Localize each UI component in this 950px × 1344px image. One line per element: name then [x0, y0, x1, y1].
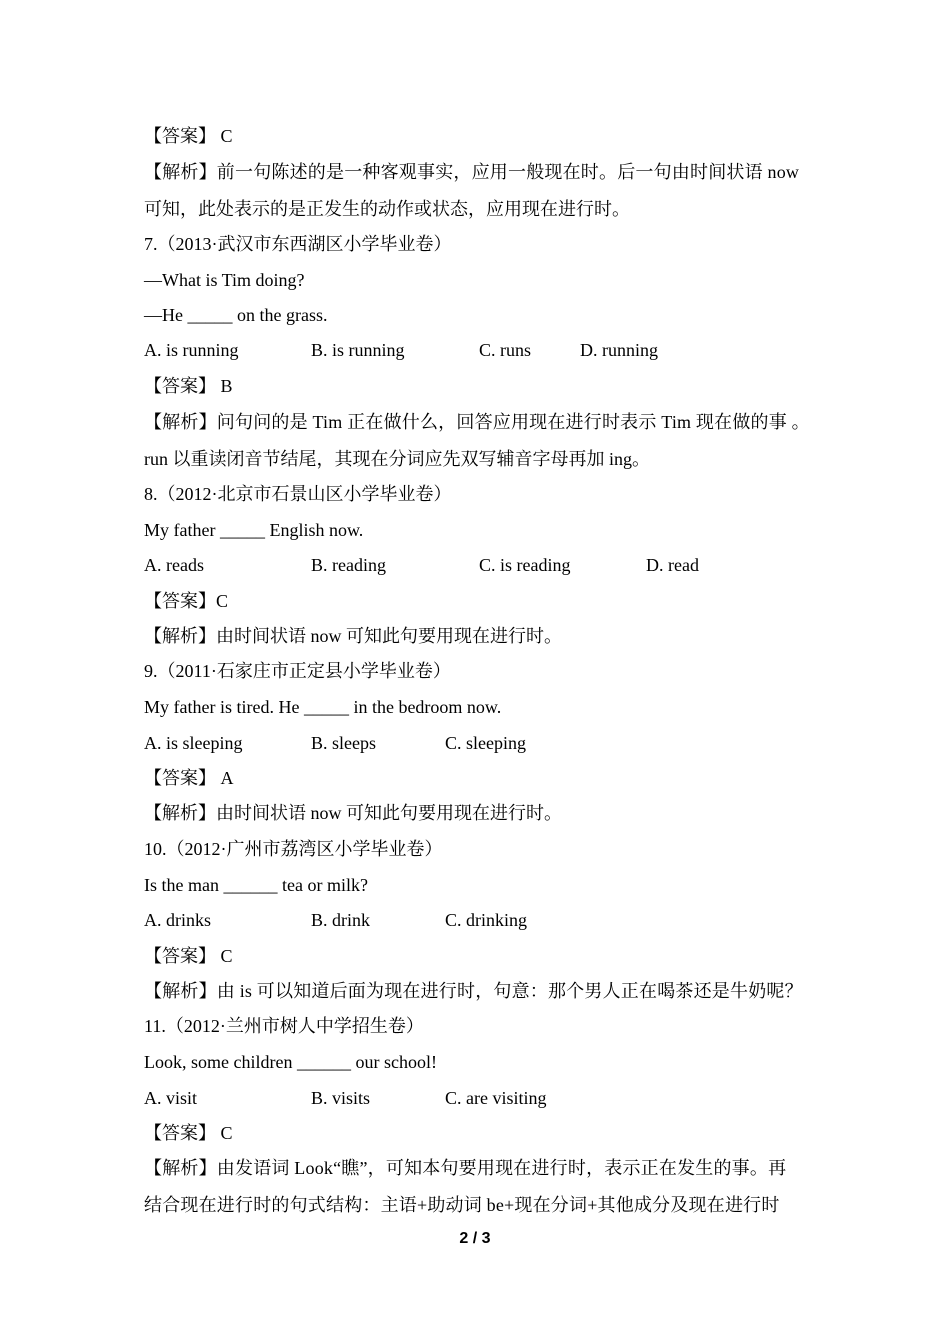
option-b: B. drink: [311, 910, 371, 930]
answer-line: 【答案】 C: [144, 1123, 233, 1143]
option-d: D. read: [646, 555, 699, 575]
question-stem: —What is Tim doing?: [144, 270, 305, 290]
option-b: B. is running: [311, 340, 405, 360]
option-b: B. reading: [311, 555, 386, 575]
question-stem: Look, some children ______ our school!: [144, 1052, 437, 1072]
explanation-line: 结合现在进行时的句式结构：主语+助动词 be+现在分词+其他成分及现在进行时: [144, 1195, 780, 1215]
option-c: C. runs: [479, 340, 532, 360]
explanation-line: 【解析】前一句陈述的是一种客观事实，应用一般现在时。后一句由时间状语 now: [144, 162, 800, 182]
question-heading: 7.（2013·武汉市东西湖区小学毕业卷）: [144, 234, 452, 254]
question-heading: 11.（2012·兰州市树人中学招生卷）: [144, 1016, 424, 1036]
option-b: B. sleeps: [311, 733, 376, 753]
answer-line: 【答案】C: [144, 591, 229, 611]
answer-line: 【答案】 C: [144, 126, 233, 146]
page-number: 2 / 3: [459, 1230, 491, 1247]
question-heading: 9.（2011·石家庄市正定县小学毕业卷）: [144, 661, 451, 681]
option-c: C. are visiting: [445, 1088, 547, 1108]
explanation-line: 【解析】问句问的是 Tim 正在做什么，回答应用现在进行时表示 Tim 现在做的事 。: [144, 412, 810, 432]
option-c: C. drinking: [445, 910, 528, 930]
question-heading: 8.（2012·北京市石景山区小学毕业卷）: [144, 484, 452, 504]
answer-line: 【答案】 B: [144, 376, 233, 396]
option-a: A. is sleeping: [144, 733, 243, 753]
option-a: A. reads: [144, 555, 204, 575]
explanation-line: 【解析】由发语词 Look“瞧”，可知本句要用现在进行时，表示正在发生的事。再: [144, 1158, 787, 1178]
question-stem: —He _____ on the grass.: [144, 305, 328, 325]
option-d: D. running: [580, 340, 658, 360]
explanation-line: 【解析】由时间状语 now 可知此句要用现在进行时。: [144, 803, 562, 823]
option-b: B. visits: [311, 1088, 371, 1108]
answer-line: 【答案】 A: [144, 768, 234, 788]
option-a: A. drinks: [144, 910, 211, 930]
question-stem: Is the man ______ tea or milk?: [144, 875, 368, 895]
answer-line: 【答案】 C: [144, 946, 233, 966]
option-c: C. is reading: [479, 555, 571, 575]
explanation-line: 【解析】由时间状语 now 可知此句要用现在进行时。: [144, 626, 562, 646]
option-a: A. visit: [144, 1088, 198, 1108]
explanation-line: 【解析】由 is 可以知道后面为现在进行时，句意：那个男人正在喝茶还是牛奶呢？: [144, 981, 803, 1001]
option-c: C. sleeping: [445, 733, 526, 753]
option-a: A. is running: [144, 340, 239, 360]
question-stem: My father is tired. He _____ in the bedroom now.: [144, 697, 502, 717]
explanation-line: run 以重读闭音节结尾，其现在分词应先双写辅音字母再加 ing。: [144, 449, 650, 469]
question-heading: 10.（2012·广州市荔湾区小学毕业卷）: [144, 839, 443, 859]
question-stem: My father _____ English now.: [144, 520, 364, 540]
explanation-line: 可知，此处表示的是正发生的动作或状态，应用现在进行时。: [144, 199, 630, 219]
